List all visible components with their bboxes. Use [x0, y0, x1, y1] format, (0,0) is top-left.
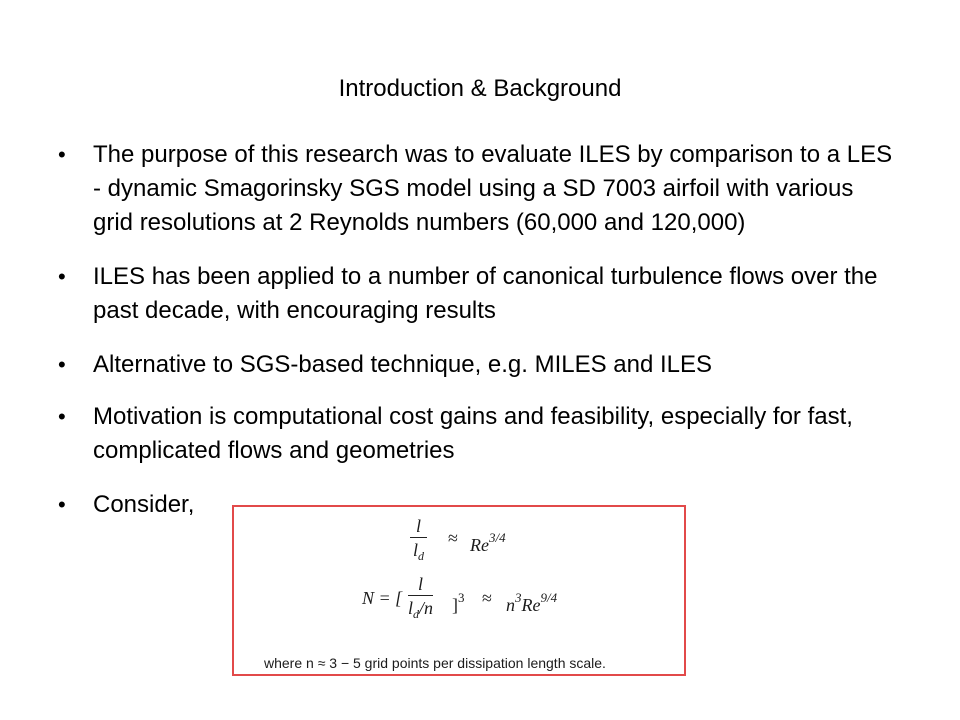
bullet-text: Motivation is computational cost gains and feasibility, especially for fast, complicated flows and geometries — [93, 403, 853, 464]
reynolds-symbol: Re — [470, 535, 489, 555]
closing-bracket-cubed — [452, 587, 465, 616]
equation-length-scale-ratio — [234, 516, 688, 563]
formula-image — [232, 505, 686, 676]
bullet-marker: • — [58, 492, 66, 517]
denominator-over-n: /n — [419, 598, 434, 618]
n-cubed-re-term — [506, 587, 557, 616]
bullet-text: Consider, — [93, 491, 195, 518]
n-symbol: n — [506, 595, 515, 615]
bullet-item — [58, 400, 898, 468]
fraction-l-over-ld — [410, 517, 427, 566]
fraction-numerator: l — [408, 575, 433, 596]
denominator-base: l — [413, 540, 419, 560]
approx-symbol: ≈ — [448, 528, 458, 548]
fraction-l-over-ld-n — [408, 575, 433, 624]
bullet-item — [58, 260, 898, 328]
denominator-subscript: d — [418, 549, 425, 563]
closing-bracket: ] — [452, 595, 458, 615]
denominator-subscript: d — [413, 607, 420, 621]
reynolds-exponent: 9/4 — [540, 590, 558, 605]
denominator-base: l — [408, 598, 414, 618]
fraction-denominator — [408, 596, 433, 624]
formula-caption: where n ≈ 3 − 5 grid points per dissipation length scale. — [264, 655, 606, 671]
approx-symbol: ≈ — [482, 588, 492, 608]
bullet-marker: • — [58, 142, 66, 167]
bullet-item — [58, 138, 898, 240]
bullet-marker: • — [58, 404, 66, 429]
slide-title: Introduction & Background — [338, 75, 622, 102]
reynolds-exponent: 3/4 — [488, 530, 506, 545]
n-exponent: 3 — [515, 590, 522, 605]
bullet-list — [58, 138, 898, 542]
fraction-denominator — [410, 538, 427, 566]
equation-grid-count — [234, 575, 688, 625]
reynolds-term — [470, 527, 506, 556]
bullet-marker: • — [58, 352, 66, 377]
bullet-text: Alternative to SGS-based technique, e.g. MILES and ILES — [93, 351, 713, 378]
reynolds-symbol: Re — [521, 595, 541, 615]
bracket-exponent: 3 — [458, 590, 465, 605]
bullet-text: ILES has been applied to a number of canonical turbulence flows over the past decade, with encouraging results — [93, 263, 878, 324]
bullet-item — [58, 348, 898, 382]
fraction-numerator: l — [410, 517, 427, 538]
bullet-marker: • — [58, 264, 66, 289]
lhs-n-equals: N = [ — [362, 588, 403, 608]
bullet-text: The purpose of this research was to evaluate ILES by comparison to a LES - dynamic Smagorinsky SGS model using a SD 7003 airfoil with various grid resolutions at 2 Reynolds numbers (60,000 and 120,000) — [93, 141, 893, 236]
